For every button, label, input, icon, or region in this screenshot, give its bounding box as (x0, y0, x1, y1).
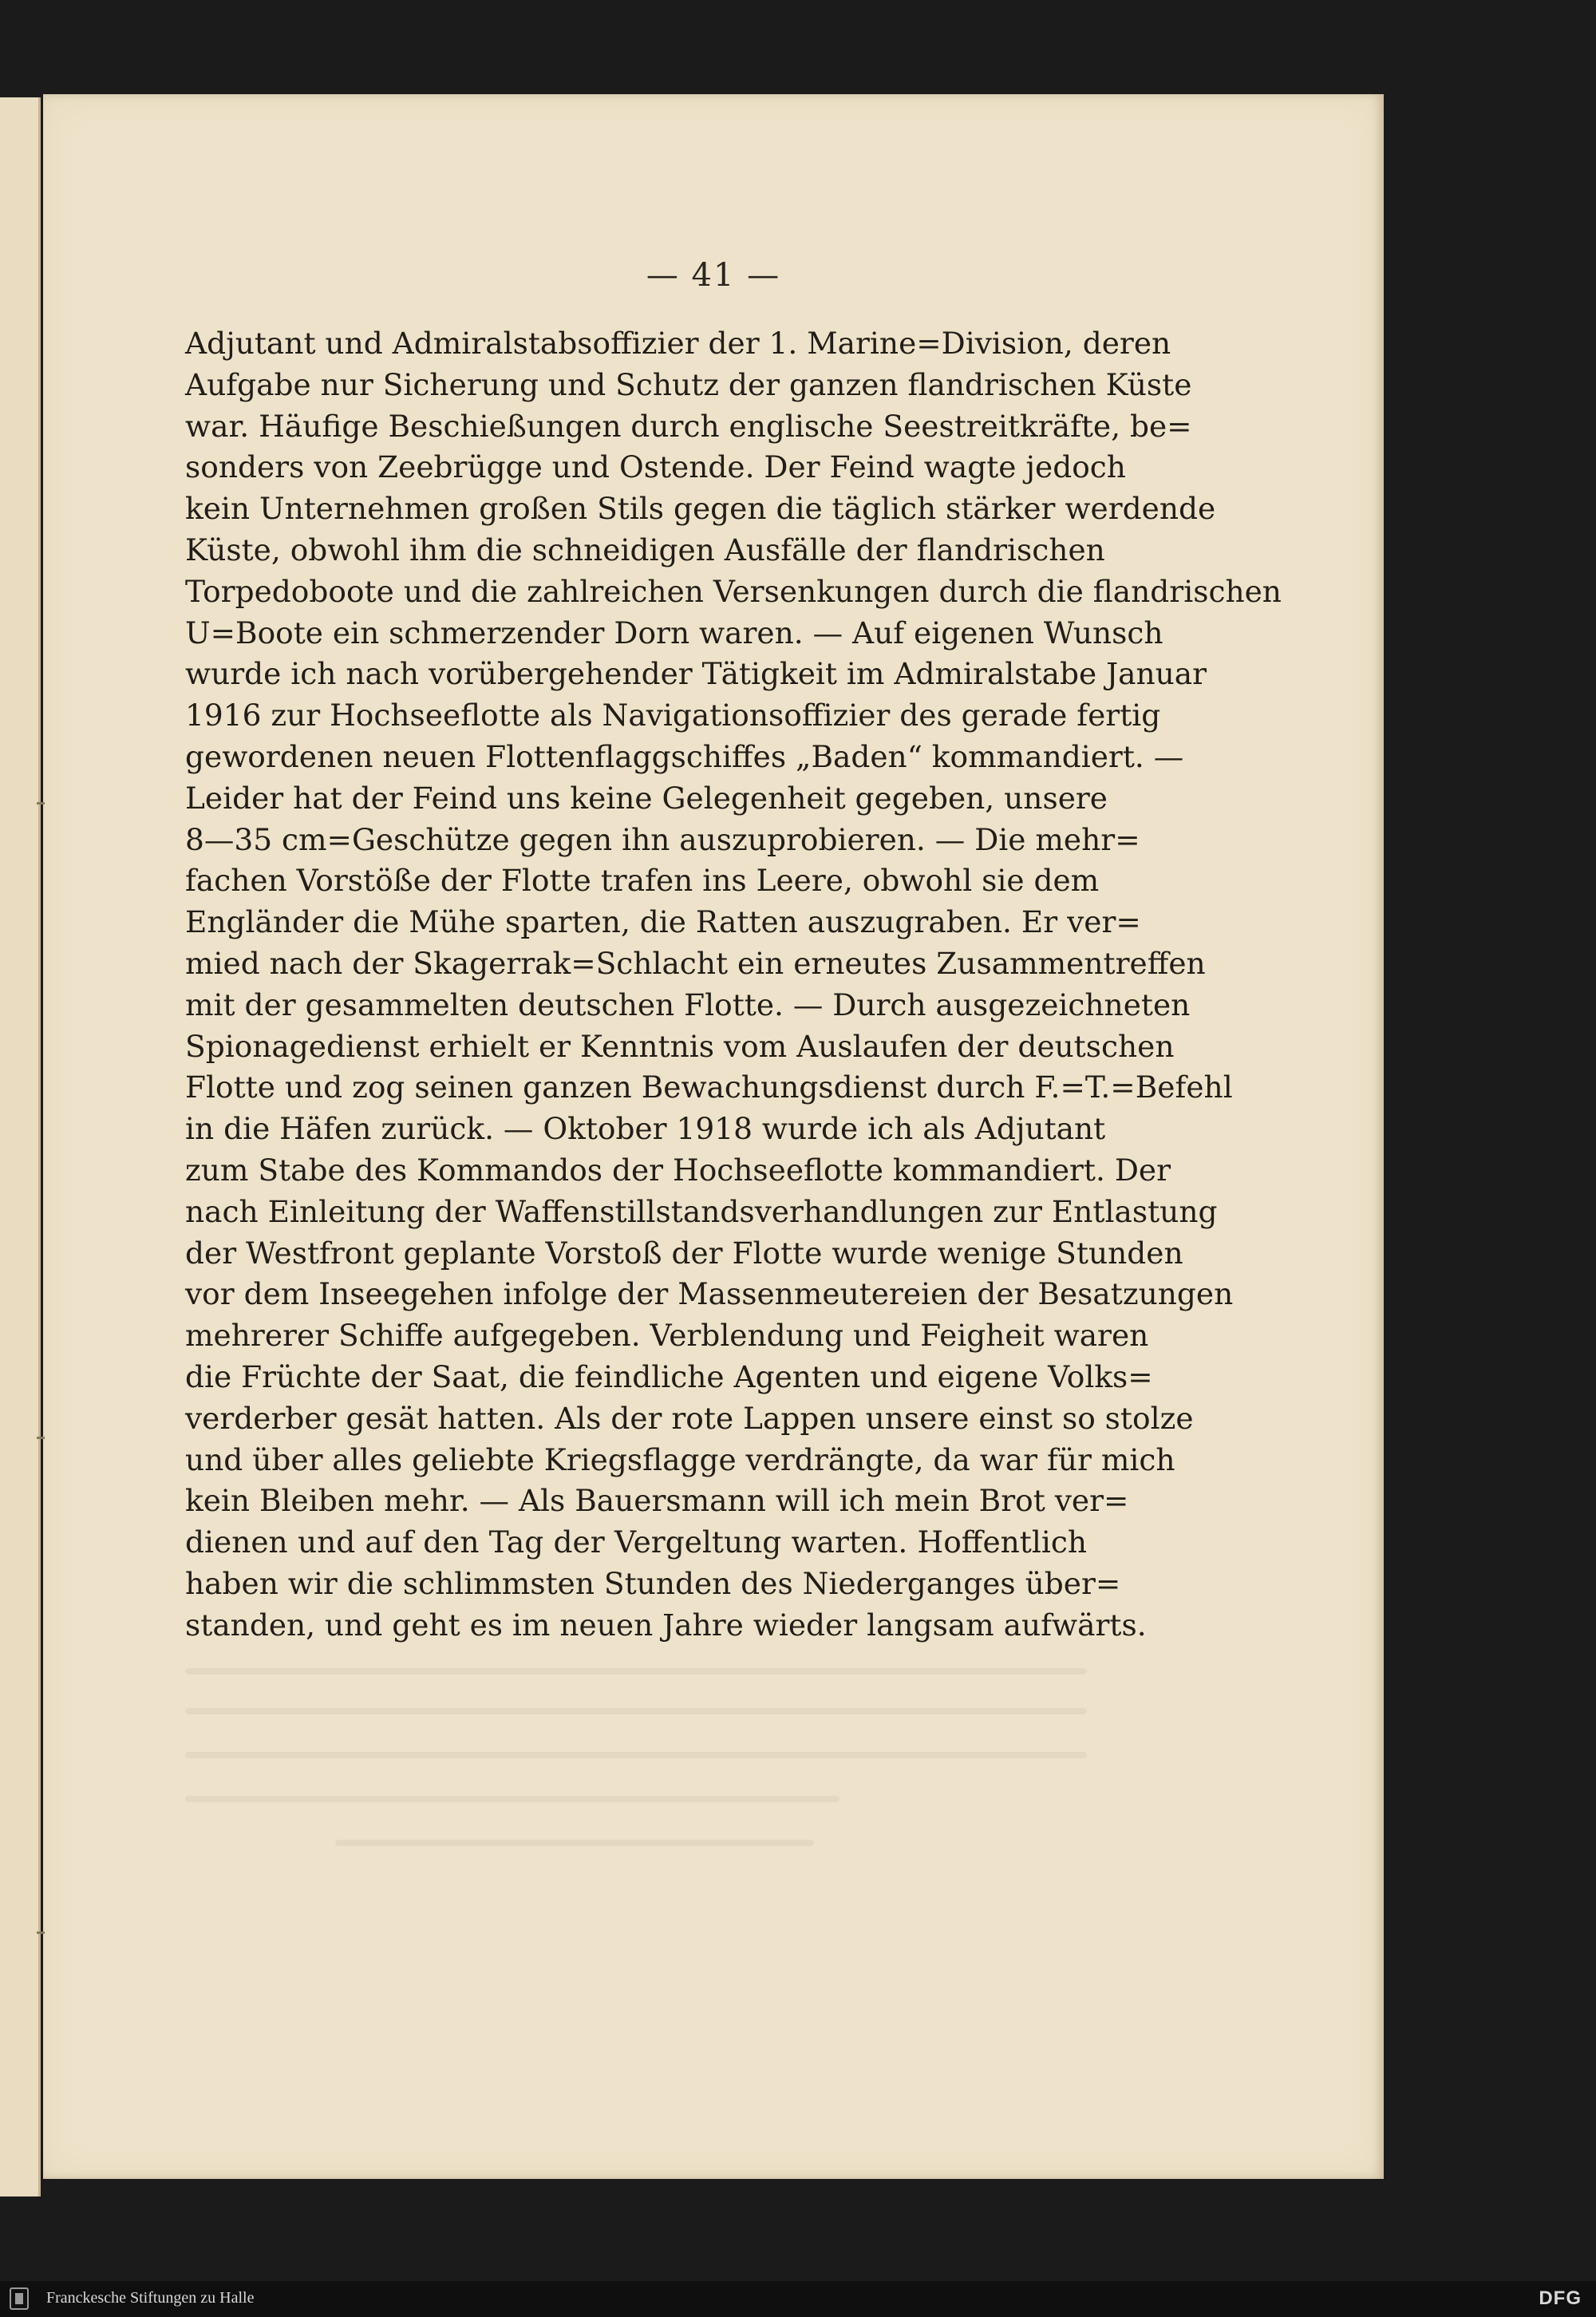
page-edge-mark (37, 1931, 45, 1934)
text-line: 1916 zur Hochseeflotte als Navigationsoffizier des gerade fertig (185, 698, 1161, 733)
dfg-logo: DFG (1539, 2287, 1582, 2309)
text-line: Aufgabe nur Sicherung und Schutz der ganzen flandrischen Küste (185, 366, 1192, 402)
show-through-shadow (185, 1708, 1087, 1714)
text-line: kein Unternehmen großen Stils gegen die täglich stärker werdende (185, 491, 1216, 527)
page-body (185, 323, 1282, 1647)
text-line: verderber gesät hatten. Als der rote Lappen unsere einst so stolze (185, 1400, 1194, 1436)
text-line: vor dem Inseegehen infolge der Massenmeutereien der Besatzungen (185, 1276, 1234, 1312)
text-line: U=Boote ein schmerzender Dorn waren. — Auf eigenen Wunsch (185, 615, 1163, 650)
text-line: in die Häfen zurück. — Oktober 1918 wurde ich als Adjutant (185, 1111, 1106, 1147)
text-line: kein Bleiben mehr. — Als Bauersmann will ich mein Brot ver= (185, 1483, 1129, 1519)
text-line: standen, und geht es im neuen Jahre wieder langsam aufwärts. (185, 1607, 1147, 1643)
text-line: mied nach der Skagerrak=Schlacht ein erneutes Zusammentreffen (185, 945, 1206, 981)
library-logo-icon (10, 2287, 29, 2310)
text-line: Engländer die Mühe sparten, die Ratten auszugraben. Er ver= (185, 904, 1141, 940)
text-line: gewordenen neuen Flottenflaggschiffes „Baden“ kommandiert. — (185, 738, 1184, 774)
text-line: Leider hat der Feind uns keine Gelegenheit gegeben, unsere (185, 780, 1108, 816)
page-edge-mark (37, 802, 45, 805)
text-line: Flotte und zog seinen ganzen Bewachungsdienst durch F.=T.=Befehl (185, 1070, 1233, 1105)
show-through-shadow (335, 1840, 814, 1846)
text-line: fachen Vorstöße der Flotte trafen ins Leere, obwohl sie dem (185, 863, 1100, 899)
text-line: nach Einleitung der Waffenstillstandsverhandlungen zur Entlastung (185, 1193, 1218, 1229)
text-line: wurde ich nach vorübergehender Tätigkeit im Admiralstabe Januar (185, 656, 1207, 692)
text-line: der Westfront geplante Vorstoß der Flotte wurde wenige Stunden (185, 1235, 1183, 1271)
text-line: war. Häufige Beschießungen durch englische Seestreitkräfte, be= (185, 408, 1192, 444)
text-line: die Früchte der Saat, die feindliche Agenten und eigene Volks= (185, 1358, 1153, 1394)
text-line: zum Stabe des Kommandos der Hochseeflotte kommandiert. Der (185, 1152, 1171, 1188)
text-line: Spionagedienst erhielt er Kenntnis vom Auslaufen der deutschen (185, 1028, 1175, 1064)
institution-name: Franckesche Stiftungen zu Halle (46, 2289, 255, 2307)
text-line: 8—35 cm=Geschütze gegen ihn auszuprobieren. — Die mehr= (185, 821, 1140, 857)
show-through-shadow (185, 1796, 839, 1802)
text-line: und über alles geliebte Kriegsflagge verdrängte, da war für mich (185, 1441, 1175, 1477)
show-through-shadow (185, 1668, 1087, 1674)
text-line: dienen und auf den Tag der Vergeltung warten. Hoffentlich (185, 1524, 1087, 1560)
text-line: mehrerer Schiffe aufgegeben. Verblendung und Feigheit waren (185, 1318, 1149, 1354)
page-edge-mark (37, 1437, 45, 1439)
text-line: mit der gesammelten deutschen Flotte. — Durch ausgezeichneten (185, 987, 1191, 1022)
show-through-shadow (185, 1752, 1087, 1758)
page-number: — 41 — (646, 257, 781, 294)
text-line: Küste, obwohl ihm die schneidigen Ausfälle der flandrischen (185, 532, 1105, 567)
viewer-footer-bar (0, 2281, 1596, 2317)
text-line: haben wir die schlimmsten Stunden des Niederganges über= (185, 1565, 1121, 1601)
text-line: sonders von Zeebrügge und Ostende. Der Feind wagte jedoch (185, 449, 1126, 485)
text-line: Torpedoboote und die zahlreichen Versenkungen durch die flandrischen (185, 573, 1282, 609)
text-line: Adjutant und Admiralstabsoffizier der 1. Marine=Division, deren (185, 326, 1171, 361)
facing-page-edge (0, 97, 41, 2196)
